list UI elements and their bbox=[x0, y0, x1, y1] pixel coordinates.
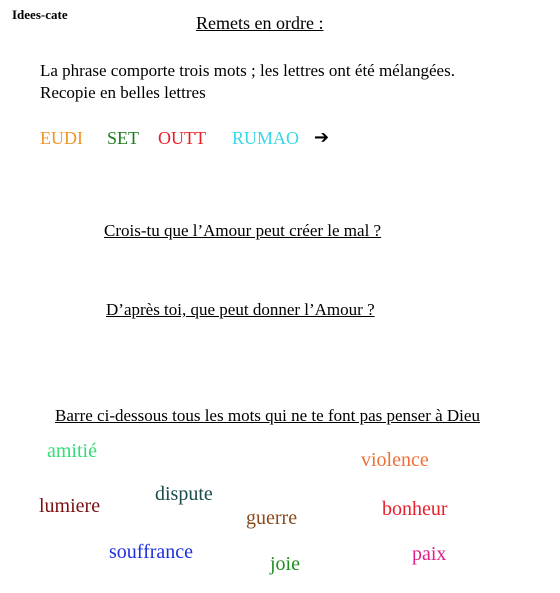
instruction-text: La phrase comporte trois mots ; les lettres ont été mélangées. Recopie en belles lettres bbox=[40, 61, 455, 102]
page-title: Remets en ordre : bbox=[196, 13, 324, 33]
scrambled-word-4: RUMAO bbox=[232, 128, 300, 148]
word-violence[interactable]: violence bbox=[361, 449, 429, 471]
question-love-gives: D’après toi, que peut donner l’Amour ? bbox=[106, 300, 375, 319]
scrambled-word-2: SET bbox=[107, 128, 140, 148]
scrambled-word-1: EUDI bbox=[40, 128, 83, 148]
word-joie[interactable]: joie bbox=[270, 553, 300, 575]
word-souffrance[interactable]: souffrance bbox=[109, 541, 194, 563]
word-lumiere[interactable]: lumiere bbox=[39, 495, 101, 517]
site-brand: Idees-cate bbox=[12, 7, 68, 22]
word-paix[interactable]: paix bbox=[412, 543, 447, 565]
word-amitie[interactable]: amitié bbox=[47, 440, 97, 462]
scrambled-word-3: OUTT bbox=[158, 128, 206, 148]
cross-out-instruction: Barre ci-dessous tous les mots qui ne te font pas penser à Dieu bbox=[55, 406, 480, 425]
question-love-evil: Crois-tu que l’Amour peut créer le mal ? bbox=[104, 221, 382, 240]
word-bonheur[interactable]: bonheur bbox=[382, 498, 448, 520]
arrow-right-icon: ➔ bbox=[314, 127, 330, 148]
word-dispute[interactable]: dispute bbox=[155, 483, 213, 505]
word-guerre[interactable]: guerre bbox=[246, 507, 298, 529]
